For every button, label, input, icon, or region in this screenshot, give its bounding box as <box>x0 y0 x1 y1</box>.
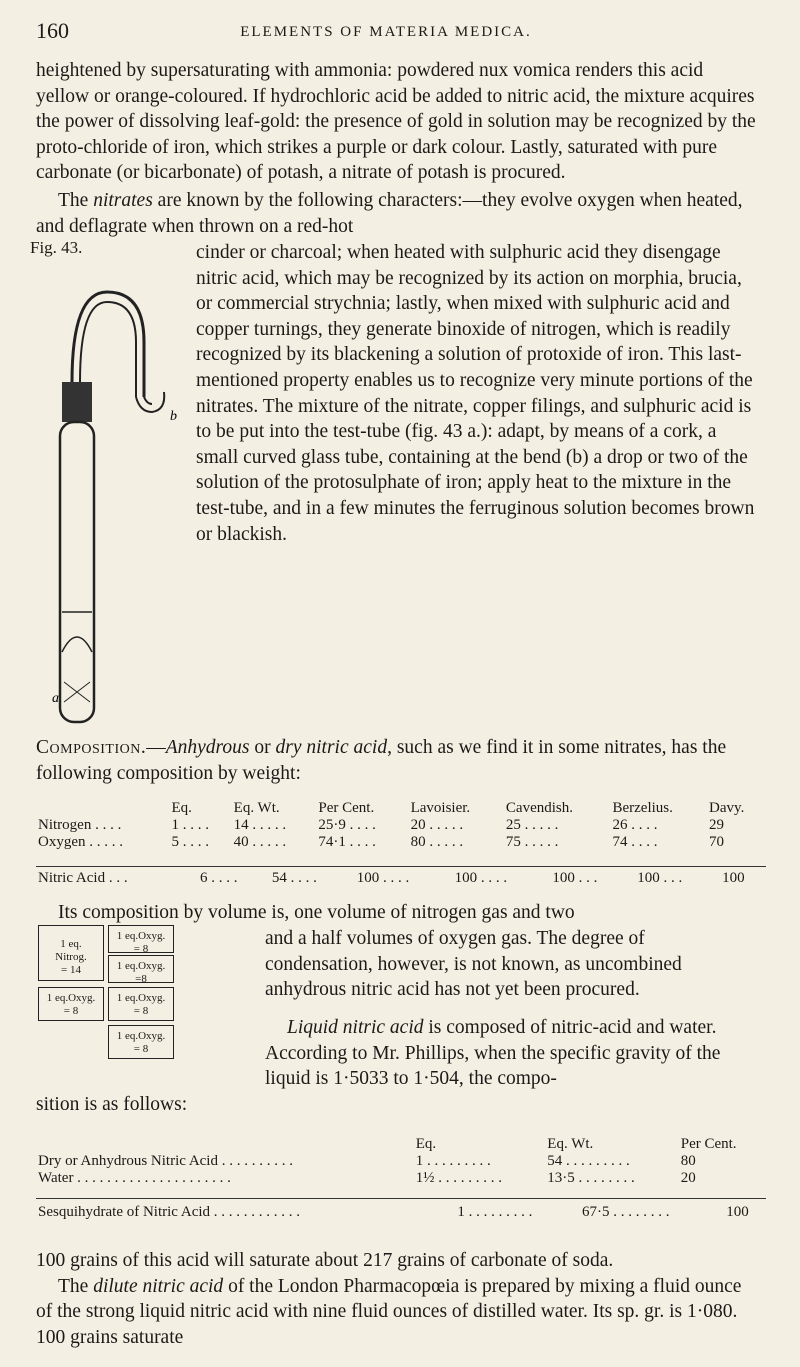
composition-paragraph: Composition.—Anhydrous or dry nitric acid, such as we find it in some nitrates, has the following composition by weight: <box>36 737 727 784</box>
volume-diagram <box>38 925 258 1090</box>
table-row: Oxygen . . . . . 5 . . . . 40 . . . . . 74·1 . . . . 80 . . . . . 75 . . . . . 74 . . . . 70 <box>38 834 725 850</box>
running-title: ELEMENTS OF MATERIA MEDICA. <box>240 24 532 40</box>
sesquihydrate-total-row <box>36 1204 766 1221</box>
table-header-row: Eq. Eq. Wt. Per Cent. <box>415 1136 737 1152</box>
volume-paragraph-wrap: and a half volumes of oxygen gas. The degree of condensation, however, is not known, as uncombined anhydrous nitric acid has not yet been procured. <box>265 928 682 1001</box>
oxygen-volume-box: 1 eq.Oxyg. = 8 <box>108 987 174 1021</box>
paragraph-nitrates-intro: The nitrates are known by the following characters:—they evolve oxygen when heated, and deflagrate when thrown on a red-hot <box>36 190 743 237</box>
page-number: 160 <box>36 18 69 43</box>
composition-continuation: sition is as follows: <box>36 1094 188 1115</box>
table-rule <box>36 866 766 867</box>
nitrogen-volume-box: 1 eq. Nitrog. = 14 <box>38 925 104 981</box>
composition-by-weight-table <box>36 800 766 851</box>
table-row: Nitrogen . . . . 1 . . . . 14 . . . . . 25·9 . . . . 20 . . . . . 25 . . . . . 26 . . . . 29 <box>38 817 725 833</box>
test-tube-figure <box>52 262 192 732</box>
paragraph-1: heightened by supersaturating with ammonia: powdered nux vomica renders this acid yellow or orange-coloured. If hydrochloric acid be added to nitric acid, the mixture acquires the power of dissolving leaf-gold: the presence of gold in solution may be recognized by the proto-chloride of iron, which strikes a purple or dark colour. Lastly, saturated with pure carbonate (or bicarbonate) of potash, a nitrate of potash is procured. <box>36 60 756 184</box>
dilute-nitric-paragraph: The dilute nitric acid of the London Pharmacopœia is prepared by mixing a fluid ounce of the strong liquid nitric acid with nine fluid ounces of distilled water. Its sp. gr. is 1·080. 100 grains saturate <box>36 1275 742 1348</box>
table-row: Water . . . . . . . . . . . . . . . . . . . . . 1½ . . . . . . . . . 13·5 . . . . . . . . 20 <box>38 1170 696 1186</box>
table-row: Dry or Anhydrous Nitric Acid . . . . . . . . . . 1 . . . . . . . . . 54 . . . . . . . . . 80 <box>38 1153 696 1169</box>
closing-paragraphs <box>36 1248 756 1350</box>
composition-heading: Composition. <box>36 737 147 758</box>
table-row: Sesquihydrate of Nitric Acid . . . . . . . . . . . . 1 . . . . . . . . . 67·5 . . . . . . . . 100 <box>38 1204 749 1220</box>
composition-total-row <box>36 870 766 887</box>
saturation-paragraph: 100 grains of this acid will saturate about 217 grains of carbonate of soda. <box>36 1250 614 1271</box>
sesquihydrate-table <box>36 1136 766 1187</box>
figure-letter-a: a <box>52 691 59 706</box>
page-header <box>36 18 776 52</box>
liquid-nitric-paragraph: Liquid nitric acid is composed of nitric-acid and water. According to Mr. Phillips, when the specific gravity of the liquid is 1·5033 to 1·504, the compo- <box>265 1017 721 1090</box>
table-rule <box>36 1198 766 1199</box>
nitrates-term: nitrates <box>93 190 153 211</box>
oxygen-volume-box: 1 eq.Oxyg. = 8 <box>38 987 104 1021</box>
paragraph-nitrates-wrap: cinder or charcoal; when heated with sulphuric acid they disengage nitric acid, which may be recognized by its action on morphia, brucia, or commercial strychnia; lastly, when mixed with sulphuric acid and copper turnings, they generate binoxide of nitrogen, which is readily recognized by its blackening a solution of protoxide of iron. This last-mentioned property enables us to recognize very minute portions of the nitrates. The mixture of the nitrate, copper filings, and sulphuric acid is to be put into the test-tube (fig. 43 a.): adapt, by means of a cork, a small curved glass tube, containing at the bend (b) a drop or two of the solution of the protosulphate of iron; apply heat to the mixture in the test-tube, and in a few minutes the ferruginous solution becomes brown or blackish. <box>196 242 755 545</box>
oxygen-volume-box: 1 eq.Oxyg. = 8 <box>108 925 174 953</box>
figure-letter-b: b <box>170 409 177 424</box>
oxygen-volume-box: 1 eq.Oxyg. =8 <box>108 955 174 983</box>
table-header-row: Eq. Eq. Wt. Per Cent. Lavoisier. Cavendish. Berzelius. Davy. <box>171 800 745 816</box>
table-row: Nitric Acid . . . 6 . . . . 54 . . . . 100 . . . . 100 . . . . 100 . . . 100 . . . 100 <box>38 870 745 886</box>
oxygen-volume-box: 1 eq.Oxyg. = 8 <box>108 1025 174 1059</box>
volume-first-line: Its composition by volume is, one volume of nitrogen gas and two <box>58 902 575 923</box>
figure-label: Fig. 43. <box>30 238 83 257</box>
